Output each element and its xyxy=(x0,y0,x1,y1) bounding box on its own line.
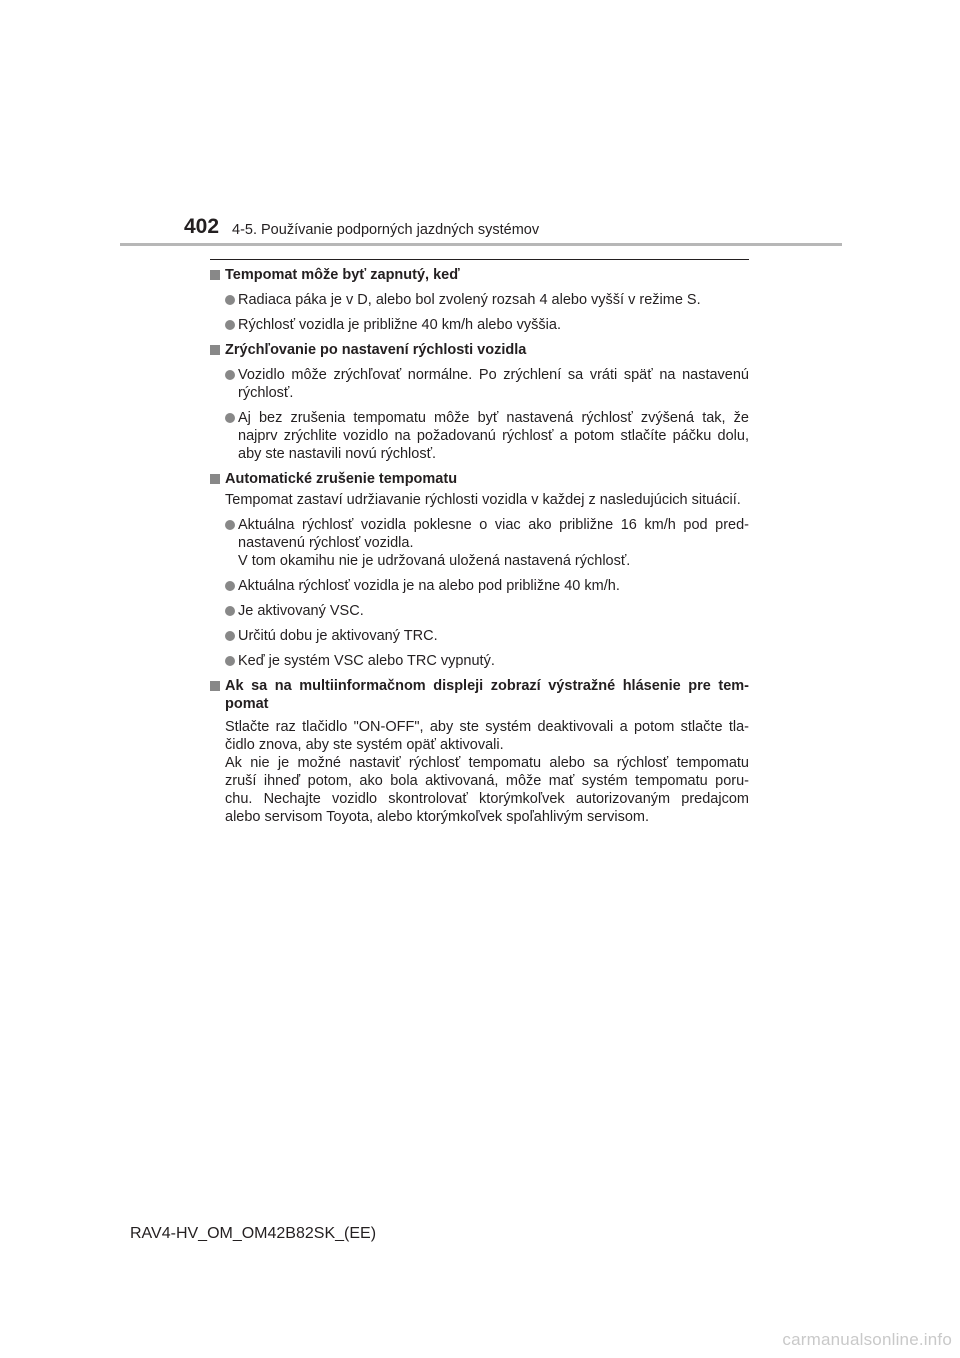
round-bullet-icon xyxy=(225,413,235,423)
square-bullet-icon xyxy=(210,681,220,691)
list-item-text: nastavenú rýchlosť vozidla. xyxy=(238,535,414,551)
list-item-text: Aj bez zrušenia tempomatu môže byť nastavená rýchlosť zvýšená tak, že xyxy=(238,410,749,426)
document-code: RAV4-HV_OM_OM42B82SK_(EE) xyxy=(130,1225,377,1242)
list-item xyxy=(210,627,749,645)
list-item xyxy=(210,516,749,570)
list-item xyxy=(210,602,749,620)
paragraph-text: Stlačte raz tlačidlo "ON-OFF", aby ste systém deaktivovali a potom stlačte tla- xyxy=(225,719,749,735)
paragraph-text: Tempomat zastaví udržiavanie rýchlosti vozidla v každej z nasledujúcich situácií. xyxy=(225,492,741,508)
round-bullet-icon xyxy=(225,581,235,591)
round-bullet-icon xyxy=(225,320,235,330)
list-item-text: Radiaca páka je v D, alebo bol zvolený rozsah 4 alebo vyšší v režime S. xyxy=(238,292,701,308)
heading-text: Automatické zrušenie tempomatu xyxy=(225,471,458,487)
list-item xyxy=(210,366,749,402)
section-heading-cruise-enable xyxy=(210,266,749,284)
list-item xyxy=(210,577,749,595)
content-divider xyxy=(210,259,749,260)
heading-text: Tempomat môže byť zapnutý, keď xyxy=(225,267,460,283)
heading-text: Zrýchľovanie po nastavení rýchlosti vozidla xyxy=(225,342,527,358)
square-bullet-icon xyxy=(210,345,220,355)
round-bullet-icon xyxy=(225,520,235,530)
heading-text: Ak sa na multiinformačnom displeji zobrazí výstražné hlásenie pre tem- xyxy=(225,678,749,694)
paragraph-text: chu. Nechajte vozidlo skontrolovať ktorýmkoľvek autorizovaným predajcom xyxy=(225,791,749,807)
paragraph xyxy=(210,718,749,826)
square-bullet-icon xyxy=(210,270,220,280)
main-content xyxy=(210,266,749,826)
list-item-text: Aktuálna rýchlosť vozidla poklesne o viac ako približne 16 km/h pod pred- xyxy=(238,517,749,533)
list-item xyxy=(210,316,749,334)
watermark: carmanualsonline.info xyxy=(782,1330,952,1349)
header-divider xyxy=(120,243,842,246)
paragraph-text: čidlo znova, aby ste systém opäť aktivovali. xyxy=(225,737,504,753)
paragraph xyxy=(210,491,749,509)
list-item-text: Keď je systém VSC alebo TRC vypnutý. xyxy=(238,653,495,669)
list-item-text: Aktuálna rýchlosť vozidla je na alebo pod približne 40 km/h. xyxy=(238,578,620,594)
list-item-text: najprv zrýchlite vozidlo na požadovanú rýchlosť a potom stlačíte páčku dolu, xyxy=(238,428,749,444)
round-bullet-icon xyxy=(225,606,235,616)
square-bullet-icon xyxy=(210,474,220,484)
list-item-text: Určitú dobu je aktivovaný TRC. xyxy=(238,628,438,644)
section-heading-auto-cancel xyxy=(210,470,749,488)
heading-text: pomat xyxy=(225,696,269,712)
list-item-text: V tom okamihu nie je udržovaná uložená nastavená rýchlosť. xyxy=(238,553,631,569)
round-bullet-icon xyxy=(225,295,235,305)
list-item-text: Vozidlo môže zrýchľovať normálne. Po zrýchlení sa vráti späť na nastavenú xyxy=(238,367,749,383)
list-item-text: Je aktivovaný VSC. xyxy=(238,603,364,619)
paragraph-text: zruší ihneď potom, ako bola aktivovaná, môže mať systém tempomatu poru- xyxy=(225,773,749,789)
section-heading-warning-message xyxy=(210,677,749,713)
round-bullet-icon xyxy=(225,631,235,641)
list-item xyxy=(210,291,749,309)
list-item-text: rýchlosť. xyxy=(238,385,294,401)
section-heading-acceleration xyxy=(210,341,749,359)
chapter-title: 4-5. Používanie podporných jazdných systémov xyxy=(232,222,540,238)
round-bullet-icon xyxy=(225,370,235,380)
paragraph-text: alebo servisom Toyota, alebo ktorýmkoľvek spoľahlivým servisom. xyxy=(225,809,650,825)
page-number: 402 xyxy=(184,215,220,238)
paragraph-text: Ak nie je možné nastaviť rýchlosť tempomatu alebo sa rýchlosť tempomatu xyxy=(225,755,749,771)
list-item xyxy=(210,409,749,463)
list-item-text: aby ste nastavili novú rýchlosť. xyxy=(238,446,437,462)
list-item xyxy=(210,652,749,670)
list-item-text: Rýchlosť vozidla je približne 40 km/h alebo vyššia. xyxy=(238,317,561,333)
round-bullet-icon xyxy=(225,656,235,666)
